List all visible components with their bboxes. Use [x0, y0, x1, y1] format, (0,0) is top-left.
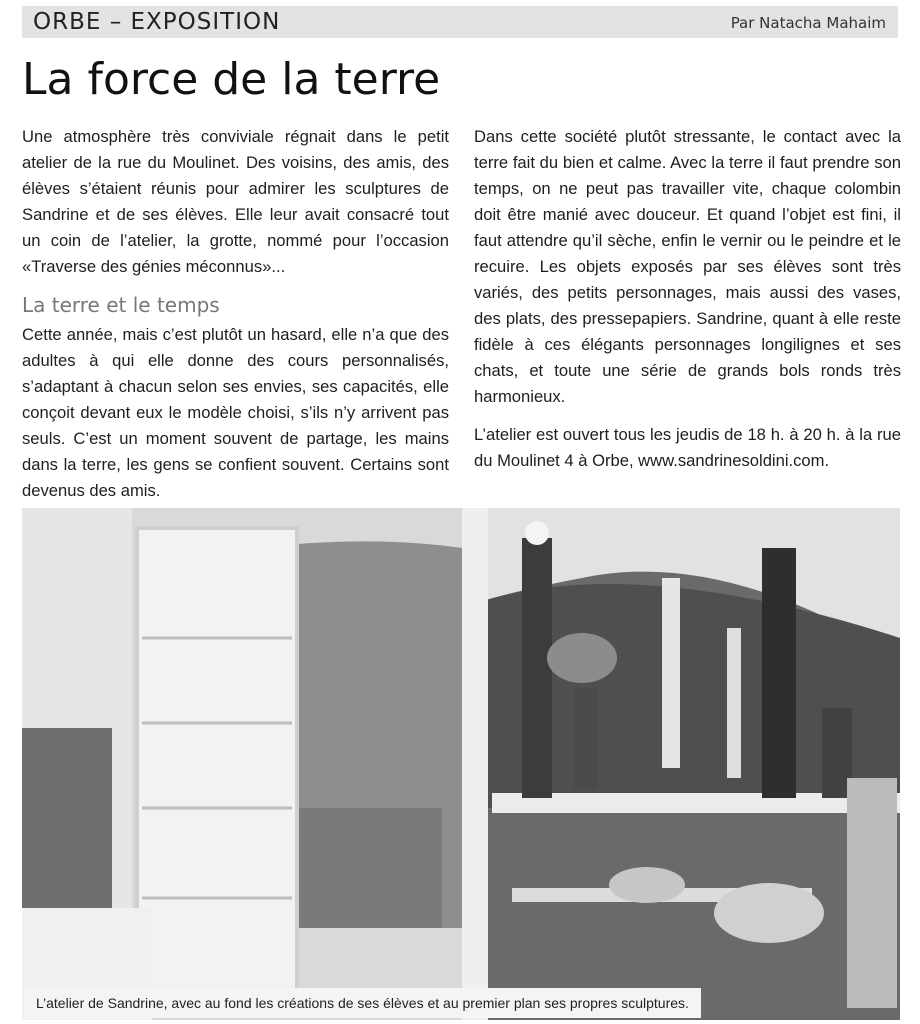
atelier-photo-illustration	[22, 508, 900, 1020]
section-label: ORBE – EXPOSITION	[33, 9, 281, 35]
intro-paragraph: Une atmosphère très conviviale régnait dans le petit atelier de la rue du Moulinet. Des voisins, des amis, des élèves s’étaient réunis pour admirer les sculptures de Sandrine et de ses élèves. Elle leur avait consacré tout un coin de l’atelier, la grotte, nommé pour l’occasion «Traverse des génies méconnus»...	[22, 127, 449, 276]
info-paragraph: L’atelier est ouvert tous les jeudis de 18 h. à 20 h. à la rue du Moulinet 4 à Orbe, www.sandrinesoldini.com.	[474, 425, 901, 470]
body-paragraph: Cette année, mais c’est plutôt un hasard, elle n’a que des adultes à qui elle donne des cours personnalisés, s’adaptant à chacun selon ses envies, ses capacités, elle conçoit devant eux le modèle choisi, s’ils n’y arrivent pas seuls. C’est un moment souvent de partage, les mains dans la terre, les gens se confient souvent. Certains sont devenus des amis.	[22, 325, 449, 500]
article-column-left	[22, 124, 449, 516]
photo-caption: L’atelier de Sandrine, avec au fond les créations de ses élèves et au premier plan ses propres sculptures.	[24, 988, 701, 1018]
article-column-right	[474, 124, 901, 486]
author-byline: Par Natacha Mahaim	[730, 14, 886, 32]
subheading: La terre et le temps	[22, 293, 220, 317]
atelier-photo	[22, 508, 900, 1020]
article-title: La force de la terre	[22, 54, 441, 105]
body-paragraph: Dans cette société plutôt stressante, le contact avec la terre fait du bien et calme. Avec la terre il faut prendre son temps, on ne peut pas travailler vite, chaque colombin doit être manié avec douceur. Et quand l’objet est fini, il faut attendre qu’il sèche, enfin le vernir ou le peindre et le recuire. Les objets exposés par ses élèves sont très variés, des petits personnages, mais aussi des vases, des plats, des pressepapiers. Sandrine, quant à elle reste fidèle à ces élégants personnages longilignes et ses chats, et toute une série de grands bols ronds très harmonieux.	[474, 127, 901, 406]
